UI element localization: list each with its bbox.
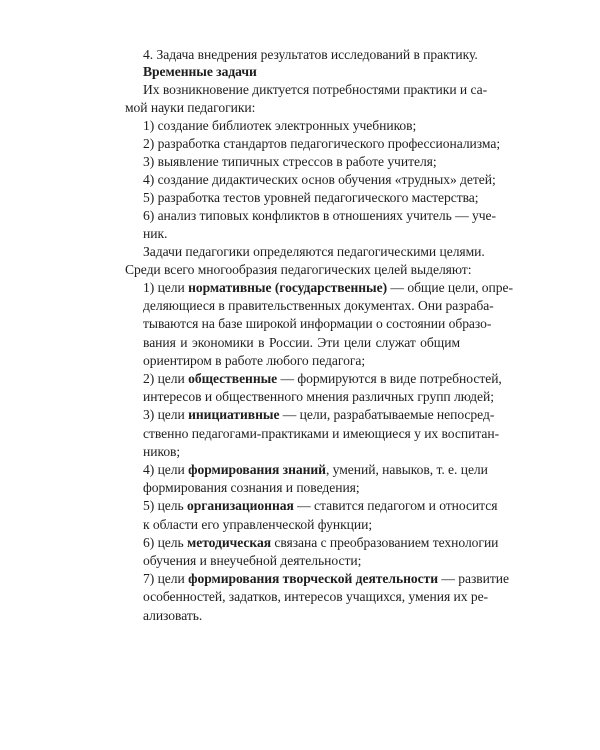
goal-item — [143, 498, 498, 514]
goal-text: — цели, разрабатываемые непосред- — [279, 407, 495, 422]
goal-item — [143, 535, 499, 551]
intro-item: 4. Задача внедрения результатов исследований в практику. — [143, 47, 478, 62]
section-intro-line: мой науки педагогики: — [125, 100, 256, 115]
temp-task-item: 6) анализ типовых конфликтов в отношениях учитель — уче- — [143, 208, 496, 223]
goal-text: — развитие — [438, 571, 509, 586]
goal-item-continuation — [143, 608, 460, 624]
goal-item-continuation — [143, 316, 492, 332]
goal-text: ализовать. — [143, 608, 203, 623]
goal-item-continuation — [143, 589, 489, 605]
goal-text: — ставится педагогом и относится — [293, 498, 498, 513]
goal-text: 5) цель — [143, 498, 188, 513]
goal-item — [143, 571, 509, 587]
goal-item-continuation — [143, 335, 460, 351]
goal-text: вания и экономики в России. Эти цели служат общим — [143, 335, 460, 350]
goal-item-continuation — [143, 353, 460, 369]
goal-text: обучения и внеучебной деятельности; — [143, 553, 362, 568]
goal-item-continuation — [143, 298, 494, 314]
goal-term: общественные — [188, 371, 278, 386]
goal-text: — общие цели, опре- — [387, 280, 513, 295]
goal-term: нормативные (государственные) — [188, 280, 388, 295]
goal-item — [143, 462, 488, 478]
goal-text: 1) цели — [143, 280, 189, 295]
goal-text: ников; — [143, 444, 181, 459]
goal-item-continuation — [143, 553, 460, 569]
goal-term: организационная — [187, 498, 294, 513]
goal-term: формирования творческой деятельности — [188, 571, 439, 586]
goal-text: формирования сознания и поведения; — [143, 480, 360, 495]
temp-task-item: 5) разработка тестов уровней педагогического мастерства; — [143, 190, 479, 205]
temp-task-item: 4) создание дидактических основ обучения «трудных» детей; — [143, 172, 496, 187]
goal-item-continuation — [143, 389, 494, 405]
goal-text: 7) цели — [143, 571, 189, 586]
goals-intro-line: Среди всего многообразия педагогических целей выделяют: — [125, 262, 472, 277]
goal-term: методическая — [187, 535, 271, 550]
goal-item — [143, 280, 513, 296]
goal-text: к области его управленческой функции; — [143, 517, 373, 532]
goal-term: формирования знаний — [188, 462, 326, 477]
goal-text: ориентиром в работе любого педагога; — [143, 353, 366, 368]
goal-item-continuation — [143, 480, 460, 496]
goals-intro-line: Задачи педагогики определяются педагогическими целями. — [143, 244, 485, 259]
goal-text: 2) цели — [143, 371, 189, 386]
goal-text: тываются на базе широкой информации о состоянии образо- — [143, 316, 492, 331]
goal-term: инициативные — [188, 407, 280, 422]
goal-text: ственно педагогами-практиками и имеющиеся у их воспитан- — [143, 426, 500, 441]
goal-text: , умений, навыков, т. е. цели — [325, 462, 488, 477]
goal-item — [143, 371, 502, 387]
goal-item — [143, 407, 495, 423]
section-heading: Временные задачи — [143, 64, 257, 79]
temp-task-item-continuation: ник. — [143, 226, 168, 241]
goal-text: деляющиеся в правительственных документах. Они разраба- — [143, 298, 494, 313]
goal-text: 4) цели — [143, 462, 189, 477]
goal-text: связана с преобразованием технологии — [271, 535, 499, 550]
goal-item-continuation — [143, 444, 460, 460]
temp-task-item: 3) выявление типичных стрессов в работе учителя; — [143, 154, 437, 169]
goal-text: 6) цель — [143, 535, 188, 550]
goal-text: интересов и общественного мнения различных групп людей; — [143, 389, 494, 404]
temp-task-item: 1) создание библиотек электронных учебников; — [143, 118, 417, 133]
goal-text: 3) цели — [143, 407, 189, 422]
goal-text: особенностей, задатков, интересов учащихся, умения их ре- — [143, 589, 489, 604]
temp-task-item: 2) разработка стандартов педагогического профессионализма; — [143, 136, 501, 151]
goal-item-continuation — [143, 517, 460, 533]
goal-text: — формируются в виде потребностей, — [277, 371, 502, 386]
goal-item-continuation — [143, 426, 500, 442]
section-intro-line: Их возникновение диктуется потребностями практики и са- — [143, 82, 488, 97]
